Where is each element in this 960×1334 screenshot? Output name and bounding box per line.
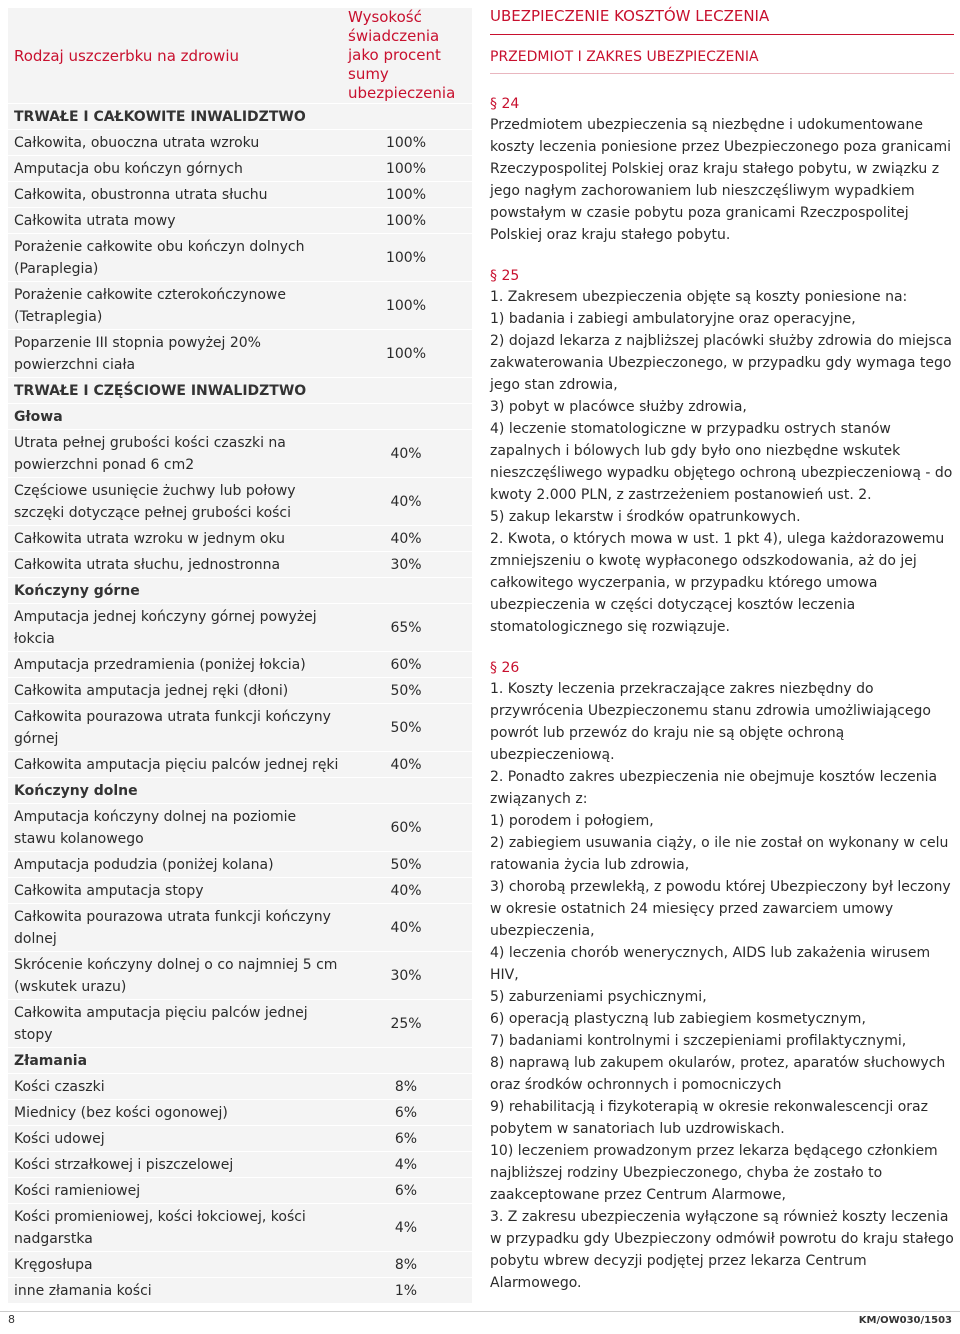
injury-type-cell: Kości czaszki [8, 1074, 340, 1100]
injury-type-cell: Miednicy (bez kości ogonowej) [8, 1100, 340, 1126]
paragraph-text: 2) dojazd lekarza z najbliższej placówki służby zdrowia do miejsca zakwaterowania Ubezpieczonego, w przypadku gdy wymaga tego jego stan zdrowia, [490, 333, 953, 393]
benefit-percent-cell: 8% [340, 1252, 472, 1278]
table-row [8, 1252, 472, 1278]
table-row [8, 1204, 472, 1252]
paragraph-text: 6) operacją plastyczną lub zabiegiem kosmetycznym, [490, 1011, 866, 1027]
benefit-percent-cell: 40% [340, 526, 472, 552]
injury-type-cell: Całkowita amputacja jednej ręki (dłoni) [8, 678, 340, 704]
table-row [8, 552, 472, 578]
benefit-percent-cell [340, 378, 472, 404]
injury-type-cell: Całkowita utrata słuchu, jednostronna [8, 552, 340, 578]
injury-type-cell: Amputacja jednej kończyny górnej powyżej łokcia [8, 604, 340, 652]
table-row [8, 1152, 472, 1178]
benefit-percent-cell: 30% [340, 952, 472, 1000]
injury-type-cell: Całkowita, obustronna utrata słuchu [8, 182, 340, 208]
paragraph-text: 7) badaniami kontrolnymi i szczepieniami profilaktycznymi, [490, 1033, 907, 1049]
table-row [8, 1126, 472, 1152]
table-row [8, 1000, 472, 1048]
injury-type-cell: Całkowita pourazowa utrata funkcji kończyny górnej [8, 704, 340, 752]
table-row [8, 208, 472, 234]
injury-type-cell: Całkowita utrata wzroku w jednym oku [8, 526, 340, 552]
injury-type-cell: Całkowita, obuoczna utrata wzroku [8, 130, 340, 156]
benefit-percent-cell: 100% [340, 282, 472, 330]
benefit-percent-cell: 60% [340, 652, 472, 678]
table-row [8, 852, 472, 878]
table-section-row [8, 404, 472, 430]
table-row [8, 234, 472, 282]
paragraph-text: 4) leczenia chorób wenerycznych, AIDS lub zakażenia wirusem HIV, [490, 945, 931, 983]
table-header-row [8, 8, 472, 104]
injury-type-cell: inne złamania kości [8, 1278, 340, 1304]
paragraph-mark: § 24 [490, 96, 520, 112]
benefit-percent-cell: 6% [340, 1178, 472, 1204]
injury-type-cell: Amputacja podudzia (poniżej kolana) [8, 852, 340, 878]
paragraph-text: 5) zakup lekarstw i środków opatrunkowych. [490, 509, 801, 525]
benefit-percent-cell: 4% [340, 1152, 472, 1178]
benefit-percent-cell [340, 404, 472, 430]
table-row [8, 1074, 472, 1100]
benefit-percent-cell: 40% [340, 478, 472, 526]
benefit-percent-cell: 25% [340, 1000, 472, 1048]
injury-type-cell: Całkowita utrata mowy [8, 208, 340, 234]
paragraph-text: 1) porodem i połogiem, [490, 813, 654, 829]
benefit-percent-cell: 100% [340, 234, 472, 282]
benefit-percent-cell: 8% [340, 1074, 472, 1100]
paragraph-mark: § 25 [490, 268, 520, 284]
injury-type-cell: Utrata pełnej grubości kości czaszki na powierzchni ponad 6 cm2 [8, 430, 340, 478]
benefit-percent-cell: 6% [340, 1100, 472, 1126]
section-heading: TRWAŁE I CZĘŚCIOWE INWALIDZTWO [8, 378, 340, 404]
page-number: 8 [8, 1313, 15, 1326]
paragraph-text: 2. Ponadto zakres ubezpieczenia nie obejmuje kosztów leczenia związanych z: [490, 769, 938, 807]
paragraph-text: 3) chorobą przewlekłą, z powodu której Ubezpieczony był leczony w okresie ostatnich 24 miesięcy przed zawarciem umowy ubezpieczenia, [490, 879, 951, 939]
document-code: KM/OW030/1503 [858, 1315, 952, 1326]
injury-type-cell: Całkowita pourazowa utrata funkcji kończyny dolnej [8, 904, 340, 952]
benefit-percent-cell: 100% [340, 208, 472, 234]
section-title: UBEZPIECZENIE KOSZTÓW LECZENIA [490, 6, 954, 35]
paragraph-text: 9) rehabilitacją i fizykoterapią w okresie rekonwalescencji oraz pobytem w sanatoriach lub uzdrowiskach. [490, 1099, 928, 1137]
table-row [8, 678, 472, 704]
table-row [8, 804, 472, 852]
benefit-percent-cell: 50% [340, 704, 472, 752]
table-row [8, 704, 472, 752]
benefit-percent-cell: 40% [340, 904, 472, 952]
table-row [8, 1278, 472, 1304]
benefit-percent-cell: 40% [340, 878, 472, 904]
benefit-percent-cell: 30% [340, 552, 472, 578]
table-row [8, 1178, 472, 1204]
benefit-percent-cell: 100% [340, 330, 472, 378]
table-row [8, 604, 472, 652]
injury-type-cell: Kości strzałkowej i piszczelowej [8, 1152, 340, 1178]
benefit-percent-cell: 6% [340, 1126, 472, 1152]
header-benefit-percent: Wysokość świadczenia jako procent sumy ubezpieczenia [340, 8, 472, 104]
paragraph-text: 1. Zakresem ubezpieczenia objęte są koszty poniesione na: [490, 289, 908, 305]
paragraph-sections [490, 94, 954, 1294]
table-section-row [8, 104, 472, 130]
table-row [8, 130, 472, 156]
table-section-row [8, 1048, 472, 1074]
benefit-percent-cell: 100% [340, 156, 472, 182]
table-row [8, 282, 472, 330]
benefit-percent-cell: 40% [340, 752, 472, 778]
paragraph-text: 3) pobyt w placówce służby zdrowia, [490, 399, 747, 415]
injury-type-cell: Skrócenie kończyny dolnej o co najmniej 5 cm (wskutek urazu) [8, 952, 340, 1000]
injury-type-cell: Kości promieniowej, kości łokciowej, kości nadgarstka [8, 1204, 340, 1252]
paragraph-text: 1. Koszty leczenia przekraczające zakres niezbędny do przywrócenia Ubezpieczonemu stanu zdrowia umożliwiającego powrót lub przewóz do kraju nie są objęte ochroną ubezpieczeniową. [490, 681, 931, 763]
injury-type-cell: Kręgosłupa [8, 1252, 340, 1278]
injury-type-cell: Amputacja kończyny dolnej na poziomie stawu kolanowego [8, 804, 340, 852]
table-section-row [8, 778, 472, 804]
injury-type-cell: Kości udowej [8, 1126, 340, 1152]
table-row [8, 1100, 472, 1126]
benefit-percent-cell: 65% [340, 604, 472, 652]
paragraph-text: 2) zabiegiem usuwania ciąży, o ile nie został on wykonany w celu ratowania życia lub zdrowia, [490, 835, 949, 873]
injury-type-cell: Całkowita amputacja pięciu palców jednej stopy [8, 1000, 340, 1048]
section-subtitle: PRZEDMIOT I ZAKRES UBEZPIECZENIA [490, 47, 954, 74]
benefit-percent-cell: 100% [340, 182, 472, 208]
table-row [8, 182, 472, 208]
injury-type-cell: Amputacja przedramienia (poniżej łokcia) [8, 652, 340, 678]
paragraph-text: Przedmiotem ubezpieczenia są niezbędne i udokumentowane koszty leczenia poniesione przez Ubezpieczonego poza granicami Rzeczypospolitej Polskiej oraz kraju stałego pobytu, w związku z jego nagłym zachorowaniem lub nieszczęśliwym wypadkiem powstałym w czasie pobytu poza granicami Rzeczpospolitej Polskiej oraz kraju stałego pobytu. [490, 117, 952, 243]
medical-costs-column [490, 0, 954, 1294]
table-section-row [8, 378, 472, 404]
table-row [8, 330, 472, 378]
benefit-percent-cell [340, 104, 472, 130]
section-heading: Złamania [8, 1048, 340, 1074]
section-heading: Kończyny górne [8, 578, 340, 604]
injury-type-cell: Całkowita amputacja pięciu palców jednej ręki [8, 752, 340, 778]
injury-type-cell: Amputacja obu kończyn górnych [8, 156, 340, 182]
header-injury-type: Rodzaj uszczerbku na zdrowiu [8, 8, 340, 104]
injury-type-cell: Porażenie całkowite obu kończyn dolnych (Paraplegia) [8, 234, 340, 282]
paragraph-text: 3. Z zakresu ubezpieczenia wyłączone są również koszty leczenia w przypadku gdy Ubezpieczony odmówił powrotu do kraju stałego pobytu wbrew decyzji podjętej przez lekarza Centrum Alarmowego. [490, 1209, 954, 1291]
benefit-percent-cell: 50% [340, 678, 472, 704]
table-section-row [8, 578, 472, 604]
injury-type-cell: Całkowita amputacja stopy [8, 878, 340, 904]
paragraph-mark: § 26 [490, 660, 520, 676]
table-row [8, 752, 472, 778]
section-heading: Kończyny dolne [8, 778, 340, 804]
table-row [8, 478, 472, 526]
paragraph-text: 2. Kwota, o których mowa w ust. 1 pkt 4), ulega każdorazowemu zmniejszeniu o kwotę wypłaconego odszkodowania, aż do jej całkowitego wyczerpania, w przypadku którego umowa ubezpieczenia w części dotyczącej kosztów leczenia stomatologicznego się rozwiązuje. [490, 531, 945, 635]
injury-type-cell: Porażenie całkowite czterokończynowe (Tetraplegia) [8, 282, 340, 330]
paragraph-text: 5) zaburzeniami psychicznymi, [490, 989, 707, 1005]
benefit-percent-cell: 50% [340, 852, 472, 878]
section-heading: Głowa [8, 404, 340, 430]
benefit-percent-cell [340, 778, 472, 804]
benefit-percent-cell: 60% [340, 804, 472, 852]
paragraph-text: 4) leczenie stomatologiczne w przypadku ostrych stanów zapalnych i bólowych lub gdy było ono niezbędne wskutek nieszczęśliwego wypadku objętego ochroną ubezpieczeniową - do kwoty 2.000 PLN, z zastrzeżeniem postanowień ust. 2. [490, 421, 953, 503]
injury-type-cell: Poparzenie III stopnia powyżej 20% powierzchni ciała [8, 330, 340, 378]
section-heading: TRWAŁE I CAŁKOWITE INWALIDZTWO [8, 104, 340, 130]
paragraph-text: 8) naprawą lub zakupem okularów, protez, aparatów słuchowych oraz środków ochronnych i pomocniczych [490, 1055, 946, 1093]
table-row [8, 430, 472, 478]
table-row [8, 952, 472, 1000]
table-row [8, 652, 472, 678]
injury-type-cell: Kości ramieniowej [8, 1178, 340, 1204]
table-row [8, 156, 472, 182]
injury-table-column [8, 8, 472, 1304]
paragraph-text: 1) badania i zabiegi ambulatoryjne oraz operacyjne, [490, 311, 856, 327]
benefit-percent-cell: 1% [340, 1278, 472, 1304]
benefit-percent-cell [340, 1048, 472, 1074]
benefit-percent-cell [340, 578, 472, 604]
injury-benefit-table [8, 8, 472, 1304]
table-row [8, 526, 472, 552]
paragraph-text: 10) leczeniem prowadzonym przez lekarza będącego członkiem najbliższej rodziny Ubezpieczonego, chyba że zostało to zaakceptowane przez Centrum Alarmowe, [490, 1143, 938, 1203]
benefit-percent-cell: 40% [340, 430, 472, 478]
table-row [8, 878, 472, 904]
benefit-percent-cell: 100% [340, 130, 472, 156]
benefit-percent-cell: 4% [340, 1204, 472, 1252]
table-row [8, 904, 472, 952]
footer-divider [0, 1311, 960, 1312]
injury-type-cell: Częściowe usunięcie żuchwy lub połowy szczęki dotyczące pełnej grubości kości [8, 478, 340, 526]
